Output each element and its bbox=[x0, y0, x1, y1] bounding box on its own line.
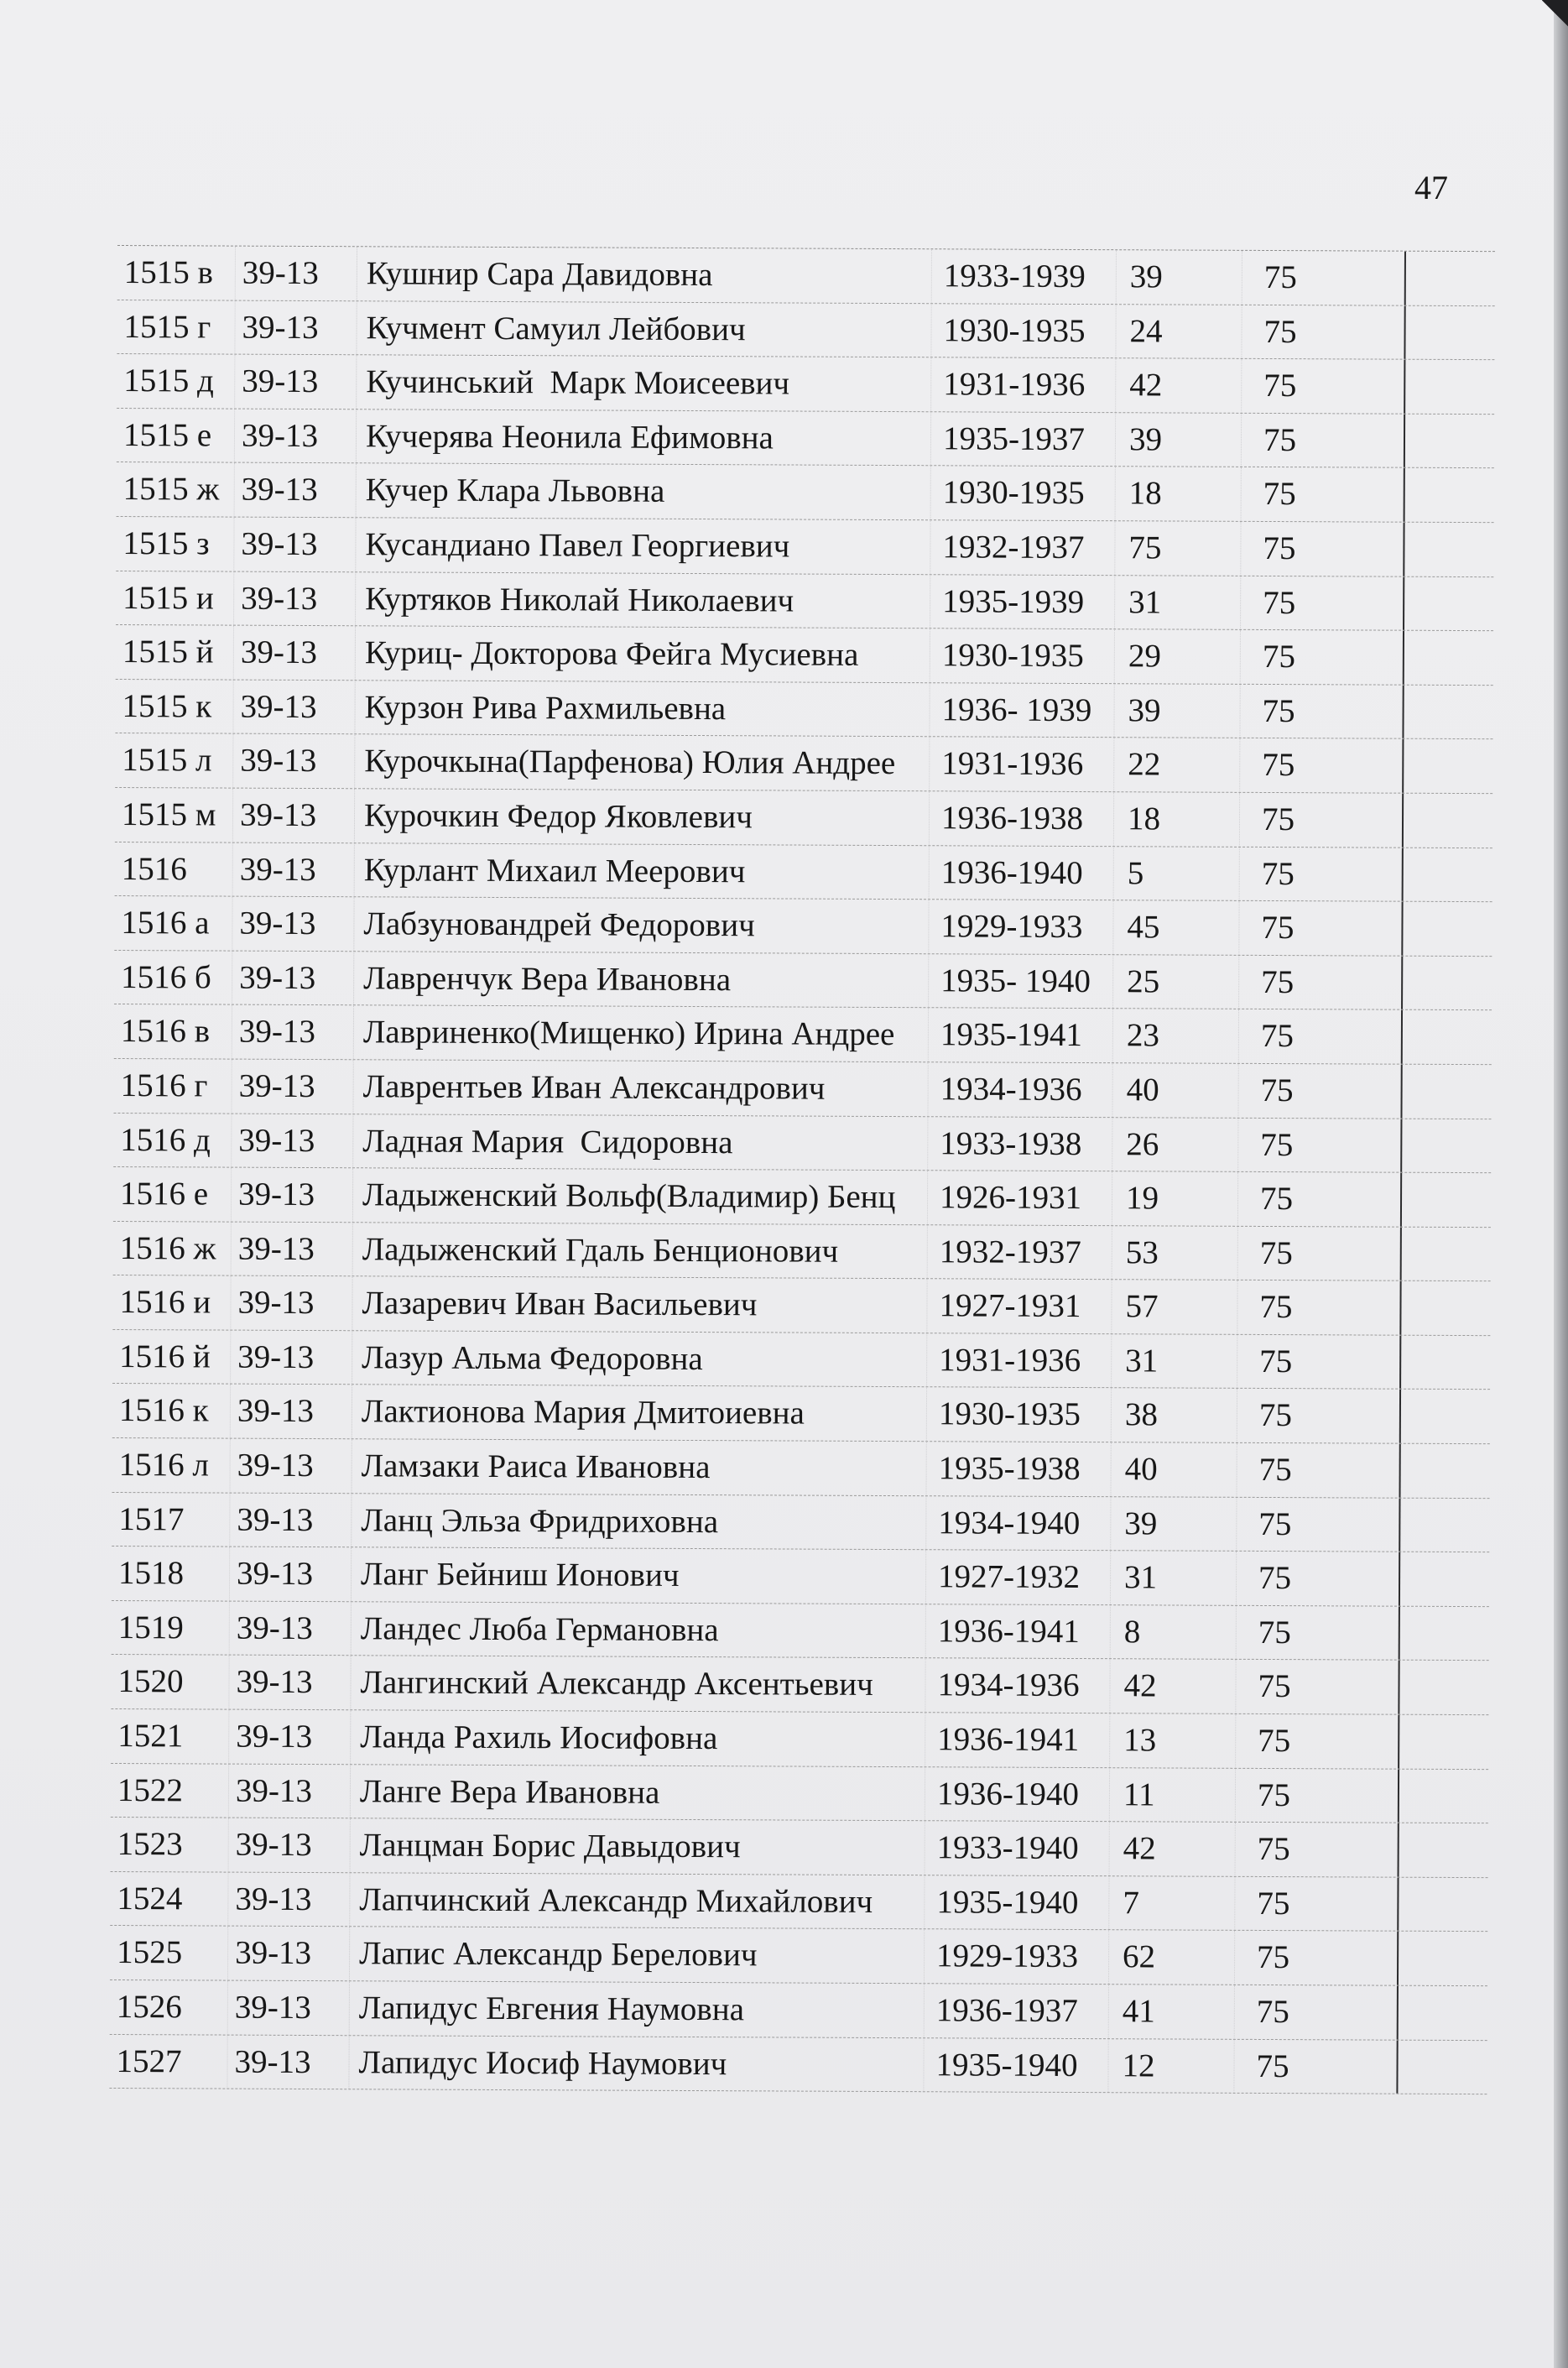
table-row bbox=[113, 1059, 1491, 1119]
retention-period: 75 bbox=[1237, 1280, 1399, 1334]
date-range: 1935-1941 bbox=[928, 1009, 1112, 1063]
case-number: 1516 г bbox=[120, 1067, 208, 1104]
index-code: 39-13 bbox=[230, 1276, 352, 1330]
table-row bbox=[113, 1222, 1491, 1282]
full-name: Курзон Рива Рахмильевна bbox=[354, 681, 929, 737]
date-range: 1936-1941 bbox=[925, 1604, 1110, 1659]
full-name: Кучинський Марк Моисеевич bbox=[356, 355, 930, 411]
table-row bbox=[110, 1872, 1487, 1932]
empty-cell bbox=[1398, 1715, 1488, 1769]
retention-period: 75 bbox=[1236, 1497, 1399, 1551]
case-number: 1518 bbox=[118, 1555, 185, 1592]
table-row bbox=[112, 1330, 1490, 1390]
date-range: 1935-1940 bbox=[923, 2038, 1107, 2093]
full-name: Ламзаки Раиса Ивановна bbox=[352, 1439, 926, 1495]
table-row bbox=[114, 1004, 1492, 1065]
index-code: 39-13 bbox=[230, 1330, 352, 1384]
table-row bbox=[109, 2035, 1487, 2095]
sheet-count: 24 bbox=[1115, 305, 1241, 358]
table-row bbox=[112, 1493, 1489, 1553]
index-code: 39-13 bbox=[227, 1927, 349, 1980]
date-range: 1935-1938 bbox=[926, 1442, 1111, 1496]
case-number: 1516 bbox=[121, 850, 187, 887]
empty-cell bbox=[1401, 902, 1492, 956]
retention-period: 75 bbox=[1237, 1064, 1400, 1118]
empty-cell bbox=[1398, 1661, 1488, 1714]
index-code: 39-13 bbox=[233, 626, 355, 680]
date-range: 1930-1935 bbox=[930, 629, 1114, 683]
table-row bbox=[112, 1547, 1489, 1607]
retention-period: 75 bbox=[1239, 847, 1402, 900]
sheet-count: 39 bbox=[1115, 413, 1241, 467]
empty-cell bbox=[1402, 794, 1492, 848]
table-row bbox=[112, 1438, 1490, 1499]
full-name: Лабзуновандрей Федорович bbox=[353, 897, 928, 953]
table-row bbox=[110, 1980, 1487, 2041]
retention-period: 75 bbox=[1240, 522, 1403, 576]
sheet-count: 57 bbox=[1111, 1280, 1237, 1333]
full-name: Кусандиано Павел Георгиевич bbox=[355, 518, 930, 574]
case-number: 1515 й bbox=[122, 634, 214, 670]
index-code: 39-13 bbox=[231, 1168, 352, 1222]
sheet-count: 42 bbox=[1109, 1822, 1235, 1875]
date-range: 1933-1939 bbox=[931, 249, 1116, 304]
empty-cell bbox=[1402, 848, 1492, 901]
empty-cell bbox=[1404, 468, 1494, 522]
table-row bbox=[112, 1275, 1490, 1336]
full-name: Ладная Мария Сидоровна bbox=[352, 1114, 927, 1171]
date-range: 1934-1936 bbox=[925, 1659, 1109, 1713]
retention-period: 75 bbox=[1235, 1768, 1398, 1822]
empty-cell bbox=[1399, 1607, 1489, 1661]
date-range: 1936-1941 bbox=[925, 1713, 1109, 1767]
full-name: Ланге Вера Ивановна bbox=[350, 1765, 925, 1821]
retention-period: 75 bbox=[1241, 305, 1404, 358]
date-range: 1936- 1939 bbox=[929, 683, 1113, 738]
date-range: 1932-1937 bbox=[927, 1225, 1112, 1280]
case-number: 1515 д bbox=[123, 363, 214, 399]
empty-cell bbox=[1399, 1498, 1489, 1552]
full-name: Лавриненко(Мищенко) Ирина Андрее bbox=[353, 1006, 928, 1062]
full-name: Лактионова Мария Дмитоиевна bbox=[352, 1385, 926, 1442]
case-number: 1515 м bbox=[121, 795, 216, 833]
index-code: 39-13 bbox=[227, 2035, 348, 2089]
empty-cell bbox=[1398, 1823, 1488, 1877]
case-number: 1527 bbox=[116, 2042, 182, 2079]
sheet-count: 5 bbox=[1113, 847, 1239, 900]
date-range: 1926-1931 bbox=[927, 1171, 1112, 1225]
index-code: 39-13 bbox=[228, 1710, 350, 1764]
retention-period: 75 bbox=[1237, 1335, 1399, 1389]
full-name: Ланцман Борис Давыдович bbox=[350, 1818, 925, 1875]
date-range: 1933-1940 bbox=[925, 1821, 1109, 1875]
case-number: 1526 bbox=[116, 1989, 182, 2026]
sheet-count: 62 bbox=[1108, 1931, 1234, 1985]
case-number: 1517 bbox=[118, 1500, 185, 1538]
full-name: Лапидус Евгения Наумовна bbox=[349, 1981, 924, 2037]
table-row bbox=[112, 1384, 1490, 1444]
scan-corner bbox=[1542, 0, 1568, 32]
retention-period: 75 bbox=[1241, 414, 1404, 467]
case-number: 1521 bbox=[117, 1718, 184, 1755]
index-code: 39-13 bbox=[234, 463, 356, 517]
sheet-count: 39 bbox=[1113, 684, 1239, 738]
full-name: Ландес Люба Германовна bbox=[351, 1602, 925, 1658]
index-code: 39-13 bbox=[231, 1222, 352, 1275]
sheet-count: 40 bbox=[1111, 1442, 1237, 1496]
date-range: 1930-1935 bbox=[930, 467, 1115, 521]
case-number: 1523 bbox=[117, 1826, 183, 1863]
case-number: 1516 б bbox=[121, 958, 211, 996]
full-name: Ланда Рахиль Иосифовна bbox=[350, 1710, 925, 1766]
retention-period: 75 bbox=[1239, 685, 1402, 738]
date-range: 1935-1940 bbox=[924, 1875, 1108, 1930]
table-row bbox=[115, 788, 1492, 848]
empty-cell bbox=[1398, 1769, 1488, 1823]
table-row bbox=[115, 842, 1492, 903]
case-number: 1520 bbox=[117, 1663, 184, 1700]
date-range: 1933-1938 bbox=[927, 1117, 1112, 1171]
case-number: 1516 е bbox=[119, 1176, 209, 1213]
full-name: Ладыженский Вольф(Владимир) Бенц bbox=[352, 1168, 927, 1224]
index-code: 39-13 bbox=[229, 1547, 351, 1601]
sheet-count: 13 bbox=[1109, 1713, 1235, 1767]
empty-cell bbox=[1399, 1552, 1489, 1606]
inventory-table bbox=[109, 245, 1495, 2094]
sheet-count: 53 bbox=[1112, 1226, 1237, 1280]
full-name: Лапидус Иосиф Наумович bbox=[348, 2036, 923, 2092]
case-number: 1515 в bbox=[123, 254, 214, 291]
case-number: 1515 к bbox=[122, 687, 212, 725]
empty-cell bbox=[1402, 739, 1492, 793]
sheet-count: 25 bbox=[1112, 955, 1238, 1009]
full-name: Курочкин Федор Яковлевич bbox=[354, 789, 929, 845]
case-number: 1515 з bbox=[122, 525, 210, 562]
sheet-count: 18 bbox=[1113, 792, 1239, 846]
retention-period: 75 bbox=[1239, 793, 1402, 847]
case-number: 1516 а bbox=[121, 905, 210, 941]
case-number: 1522 bbox=[117, 1771, 184, 1808]
empty-cell bbox=[1400, 1227, 1491, 1280]
index-code: 39-13 bbox=[229, 1601, 351, 1655]
retention-period: 75 bbox=[1235, 1823, 1398, 1876]
table-row bbox=[114, 951, 1492, 1011]
retention-period: 75 bbox=[1240, 630, 1403, 684]
case-number: 1524 bbox=[117, 1880, 183, 1917]
date-range: 1936-1940 bbox=[925, 1767, 1109, 1822]
retention-period: 75 bbox=[1234, 1931, 1397, 1985]
case-number: 1516 ж bbox=[119, 1229, 216, 1267]
retention-period: 75 bbox=[1237, 1443, 1399, 1497]
retention-period: 75 bbox=[1242, 251, 1404, 305]
date-range: 1935-1939 bbox=[930, 575, 1114, 629]
date-range: 1935-1937 bbox=[930, 412, 1115, 467]
sheet-count: 31 bbox=[1110, 1551, 1236, 1604]
date-range: 1935- 1940 bbox=[928, 954, 1112, 1009]
full-name: Кучмент Самуил Лейбович bbox=[356, 301, 930, 357]
full-name: Кучерява Неонила Ефимовна bbox=[356, 409, 930, 466]
date-range: 1936-1937 bbox=[924, 1984, 1108, 2038]
empty-cell bbox=[1404, 305, 1494, 359]
case-number: 1516 в bbox=[120, 1013, 211, 1050]
sheet-count: 7 bbox=[1108, 1876, 1234, 1930]
full-name: Куриц- Докторова Фейга Мусиевна bbox=[355, 626, 930, 682]
paper-edge-shadow bbox=[1554, 0, 1568, 2368]
case-number: 1515 и bbox=[122, 579, 214, 617]
index-code: 39-13 bbox=[227, 1872, 349, 1926]
index-code: 39-13 bbox=[232, 789, 354, 842]
empty-cell bbox=[1400, 1065, 1491, 1119]
empty-cell bbox=[1397, 1932, 1487, 1985]
table-row bbox=[115, 733, 1492, 794]
sheet-count: 31 bbox=[1114, 576, 1240, 629]
sheet-count: 45 bbox=[1112, 900, 1238, 954]
sheet-count: 42 bbox=[1109, 1660, 1235, 1713]
index-code: 39-13 bbox=[228, 1656, 350, 1709]
full-name: Кушнир Сара Давидовна bbox=[357, 247, 931, 303]
full-name: Ладыженский Гдаль Бенционович bbox=[352, 1223, 927, 1279]
date-range: 1934-1936 bbox=[927, 1062, 1112, 1117]
table-row bbox=[117, 246, 1495, 306]
case-number: 1515 ж bbox=[122, 471, 220, 508]
full-name: Курлант Михаил Меерович bbox=[354, 843, 929, 900]
case-number: 1515 е bbox=[122, 416, 212, 454]
retention-period: 75 bbox=[1238, 956, 1401, 1009]
table-row bbox=[116, 517, 1493, 577]
sheet-count: 42 bbox=[1115, 358, 1241, 412]
date-range: 1929-1933 bbox=[928, 900, 1112, 954]
full-name: Лаврентьев Иван Александрович bbox=[352, 1060, 927, 1116]
date-range: 1927-1931 bbox=[926, 1280, 1111, 1334]
index-code: 39-13 bbox=[232, 1005, 353, 1059]
empty-cell bbox=[1404, 252, 1495, 305]
index-code: 39-13 bbox=[231, 1060, 352, 1114]
index-code: 39-13 bbox=[230, 1439, 352, 1493]
empty-cell bbox=[1400, 1173, 1491, 1227]
full-name: Куртяков Николай Николаевич bbox=[355, 572, 930, 629]
case-number: 1516 к bbox=[118, 1392, 209, 1429]
empty-cell bbox=[1399, 1390, 1490, 1443]
index-code: 39-13 bbox=[234, 355, 356, 409]
sheet-count: 23 bbox=[1112, 1009, 1238, 1062]
index-code: 39-13 bbox=[228, 1764, 350, 1818]
retention-period: 75 bbox=[1236, 1552, 1399, 1605]
index-code: 39-13 bbox=[229, 1493, 351, 1547]
sheet-count: 31 bbox=[1111, 1334, 1237, 1388]
retention-period: 75 bbox=[1237, 1227, 1400, 1280]
date-range: 1927-1932 bbox=[925, 1550, 1110, 1604]
full-name: Ланц Эльза Фридриховна bbox=[351, 1494, 925, 1550]
date-range: 1930-1935 bbox=[930, 304, 1115, 358]
date-range: 1936-1938 bbox=[929, 791, 1113, 846]
empty-cell bbox=[1404, 360, 1494, 414]
index-code: 39-13 bbox=[235, 247, 357, 300]
date-range: 1936-1940 bbox=[929, 846, 1113, 900]
sheet-count: 38 bbox=[1111, 1389, 1237, 1442]
index-code: 39-13 bbox=[233, 518, 355, 571]
date-range: 1931-1936 bbox=[926, 1333, 1111, 1388]
date-range: 1931-1936 bbox=[929, 738, 1113, 792]
retention-period: 75 bbox=[1237, 1172, 1400, 1226]
sheet-count: 29 bbox=[1114, 629, 1240, 683]
retention-period: 75 bbox=[1234, 1985, 1397, 2039]
sheet-count: 26 bbox=[1112, 1118, 1237, 1171]
retention-period: 75 bbox=[1237, 1389, 1399, 1442]
index-code: 39-13 bbox=[234, 409, 356, 462]
index-code: 39-13 bbox=[227, 1981, 349, 2035]
retention-period: 75 bbox=[1235, 1660, 1398, 1713]
case-number: 1516 л bbox=[118, 1447, 209, 1484]
full-name: Курочкына(Парфенова) Юлия Андрее bbox=[354, 735, 929, 791]
index-code: 39-13 bbox=[232, 842, 354, 896]
retention-period: 75 bbox=[1234, 1877, 1397, 1931]
table-row bbox=[111, 1818, 1488, 1878]
table-row bbox=[117, 300, 1494, 361]
date-range: 1932-1937 bbox=[930, 520, 1114, 575]
case-number: 1515 л bbox=[122, 742, 212, 779]
retention-period: 75 bbox=[1237, 1118, 1400, 1171]
sheet-count: 19 bbox=[1112, 1171, 1237, 1225]
case-number: 1516 д bbox=[120, 1121, 211, 1158]
index-code: 39-13 bbox=[234, 300, 356, 354]
sheet-count: 12 bbox=[1107, 2039, 1233, 2093]
sheet-count: 22 bbox=[1113, 738, 1239, 792]
empty-cell bbox=[1401, 1010, 1492, 1064]
sheet-count: 18 bbox=[1115, 467, 1241, 521]
table-row bbox=[116, 625, 1493, 686]
empty-cell bbox=[1399, 1336, 1490, 1390]
table-row bbox=[111, 1655, 1488, 1715]
empty-cell bbox=[1403, 576, 1493, 630]
empty-cell bbox=[1400, 1119, 1491, 1172]
case-number: 1515 г bbox=[123, 308, 211, 346]
page-number: 47 bbox=[1414, 169, 1448, 206]
sheet-count: 41 bbox=[1108, 1985, 1234, 2038]
index-code: 39-13 bbox=[232, 951, 353, 1004]
table-row bbox=[113, 1167, 1491, 1228]
full-name: Ланг Бейниш Ионович bbox=[351, 1547, 925, 1604]
full-name: Лангинский Александр Аксентьевич bbox=[350, 1656, 925, 1713]
index-code: 39-13 bbox=[230, 1385, 352, 1438]
table-row bbox=[117, 409, 1494, 469]
empty-cell bbox=[1396, 2040, 1487, 2094]
full-name: Лавренчук Вера Ивановна bbox=[353, 952, 928, 1008]
empty-cell bbox=[1399, 1444, 1490, 1498]
empty-cell bbox=[1397, 1986, 1487, 2040]
retention-period: 75 bbox=[1239, 738, 1402, 792]
date-range: 1930-1935 bbox=[926, 1388, 1111, 1442]
full-name: Лазаревич Иван Васильевич bbox=[352, 1277, 926, 1333]
full-name: Кучер Клара Львовна bbox=[356, 464, 930, 520]
index-code: 39-13 bbox=[232, 734, 354, 788]
empty-cell bbox=[1403, 523, 1493, 576]
full-name: Лапис Александр Берелович bbox=[349, 1927, 924, 1984]
empty-cell bbox=[1401, 956, 1492, 1009]
table-row bbox=[116, 571, 1493, 632]
retention-period: 75 bbox=[1238, 1009, 1401, 1063]
empty-cell bbox=[1402, 685, 1492, 738]
table-row bbox=[113, 1113, 1491, 1173]
retention-period: 75 bbox=[1240, 576, 1403, 629]
sheet-count: 75 bbox=[1114, 521, 1240, 575]
sheet-count: 39 bbox=[1110, 1497, 1236, 1551]
table-row bbox=[112, 1601, 1489, 1661]
case-number: 1519 bbox=[117, 1609, 184, 1646]
index-code: 39-13 bbox=[228, 1818, 350, 1872]
sheet-count: 40 bbox=[1112, 1063, 1237, 1117]
case-number: 1525 bbox=[117, 1934, 183, 1971]
index-code: 39-13 bbox=[231, 1114, 352, 1167]
empty-cell bbox=[1397, 1877, 1487, 1931]
table-row bbox=[117, 462, 1494, 523]
retention-period: 75 bbox=[1241, 359, 1404, 413]
case-number: 1516 и bbox=[119, 1284, 211, 1321]
empty-cell bbox=[1403, 631, 1493, 685]
table-row bbox=[111, 1764, 1488, 1824]
index-code: 39-13 bbox=[233, 571, 355, 625]
date-range: 1931-1936 bbox=[930, 357, 1115, 412]
table-row bbox=[117, 354, 1494, 415]
date-range: 1934-1940 bbox=[925, 1496, 1110, 1551]
sheet-count: 11 bbox=[1109, 1768, 1235, 1822]
full-name: Лапчинский Александр Михайлович bbox=[349, 1873, 924, 1929]
table-row bbox=[115, 680, 1492, 740]
case-number: 1516 й bbox=[119, 1338, 211, 1375]
table-row bbox=[110, 1926, 1487, 1986]
retention-period: 75 bbox=[1235, 1714, 1398, 1768]
full-name: Лазур Альма Федоровна bbox=[352, 1331, 926, 1387]
table-row bbox=[114, 896, 1492, 957]
retention-period: 75 bbox=[1238, 901, 1401, 955]
index-code: 39-13 bbox=[232, 897, 353, 951]
retention-period: 75 bbox=[1241, 467, 1404, 521]
table-row bbox=[111, 1709, 1488, 1770]
retention-period: 75 bbox=[1236, 1606, 1399, 1660]
sheet-count: 39 bbox=[1116, 250, 1242, 304]
empty-cell bbox=[1399, 1281, 1490, 1335]
empty-cell bbox=[1404, 414, 1494, 467]
date-range: 1929-1933 bbox=[924, 1930, 1108, 1985]
sheet-count: 8 bbox=[1110, 1605, 1236, 1659]
index-code: 39-13 bbox=[232, 680, 354, 733]
retention-period: 75 bbox=[1233, 2039, 1396, 2093]
